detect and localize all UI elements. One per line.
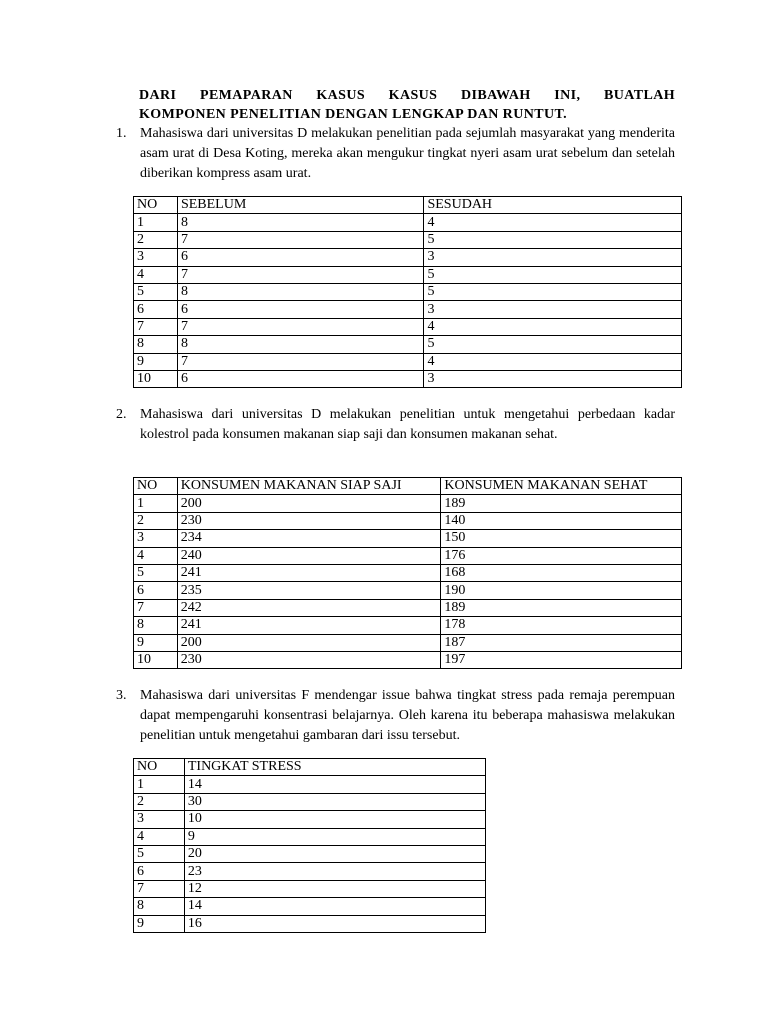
heading-line-1: DARI PEMAPARAN KASUS KASUS DIBAWAH INI, BUATLAH	[139, 88, 675, 103]
table-cell: 6	[177, 249, 424, 266]
table-row	[134, 599, 682, 616]
table-cell: 9	[184, 828, 485, 845]
table-row	[134, 214, 682, 231]
table-cell: 187	[441, 634, 682, 651]
table-cell: 10	[134, 370, 178, 387]
table-cell: 197	[441, 651, 682, 668]
table-row	[134, 249, 682, 266]
table-row	[134, 898, 486, 915]
table-cell: 240	[177, 547, 441, 564]
table-row	[134, 495, 682, 512]
table-row	[134, 336, 682, 353]
table-cell: 3	[424, 370, 682, 387]
table-cell: 4	[134, 266, 178, 283]
table-cell: 3	[134, 249, 178, 266]
table-cell: 5	[424, 266, 682, 283]
table-cell: 12	[184, 880, 485, 897]
table-row	[134, 512, 682, 529]
table-cell: 200	[177, 634, 441, 651]
table-row	[134, 547, 682, 564]
column-header: NO	[134, 197, 178, 214]
table-cell: 1	[134, 776, 185, 793]
table-cell: 178	[441, 617, 682, 634]
table-cell: 230	[177, 651, 441, 668]
table-cell: 241	[177, 617, 441, 634]
table-cell: 8	[177, 214, 424, 231]
table-cell: 16	[184, 915, 485, 932]
table-cell: 9	[134, 915, 185, 932]
table-cell: 8	[134, 617, 178, 634]
table-row	[134, 370, 682, 387]
table-row	[134, 634, 682, 651]
table-cell: 5	[424, 231, 682, 248]
table-cell: 7	[134, 318, 178, 335]
table-row	[134, 776, 486, 793]
table-cell: 200	[177, 495, 441, 512]
table-row	[134, 564, 682, 581]
table-cell: 4	[134, 828, 185, 845]
data-table-2	[133, 477, 682, 669]
table-cell: 4	[424, 353, 682, 370]
table-cell: 189	[441, 495, 682, 512]
table-row	[134, 266, 682, 283]
table-row	[134, 915, 486, 932]
case-number: 1.	[116, 126, 127, 141]
document-heading	[139, 86, 675, 124]
table-cell: 4	[424, 318, 682, 335]
table-cell: 3	[134, 811, 185, 828]
table-cell: 6	[177, 301, 424, 318]
table-cell: 241	[177, 564, 441, 581]
table-row	[134, 863, 486, 880]
table-cell: 190	[441, 582, 682, 599]
table-cell: 30	[184, 793, 485, 810]
table-row	[134, 845, 486, 862]
table-cell: 168	[441, 564, 682, 581]
column-header: NO	[134, 478, 178, 495]
heading-line-2: KOMPONEN PENELITIAN DENGAN LENGKAP DAN RUNTUT.	[139, 107, 568, 122]
table-cell: 8	[177, 336, 424, 353]
table-row	[134, 231, 682, 248]
table-cell: 14	[184, 898, 485, 915]
table-cell: 6	[134, 301, 178, 318]
table-cell: 7	[177, 266, 424, 283]
table-cell: 20	[184, 845, 485, 862]
table-cell: 189	[441, 599, 682, 616]
table-cell: 8	[134, 898, 185, 915]
table-header-row	[134, 478, 682, 495]
table-cell: 2	[134, 793, 185, 810]
table-cell: 5	[424, 336, 682, 353]
table-cell: 8	[177, 283, 424, 300]
table-cell: 234	[177, 530, 441, 547]
table-row	[134, 651, 682, 668]
table-cell: 4	[134, 547, 178, 564]
table-cell: 9	[134, 634, 178, 651]
table-row	[134, 353, 682, 370]
table-cell: 7	[177, 231, 424, 248]
table-cell: 3	[424, 249, 682, 266]
table-cell: 6	[134, 582, 178, 599]
table-row	[134, 880, 486, 897]
case-item-3	[116, 686, 675, 746]
column-header: KONSUMEN MAKANAN SIAP SAJI	[177, 478, 441, 495]
table-cell: 5	[134, 283, 178, 300]
case-item-2	[116, 405, 675, 445]
table-cell: 4	[424, 214, 682, 231]
column-header: TINGKAT STRESS	[184, 759, 485, 776]
case-description: Mahasiswa dari universitas D melakukan penelitian pada sejumlah masyarakat yang menderita asam urat di Desa Koting, mereka akan mengukur tingkat nyeri asam urat sebelum dan setelah diberikan kompress asam urat.	[140, 126, 675, 181]
table-row	[134, 828, 486, 845]
table-cell: 6	[177, 370, 424, 387]
table-cell: 2	[134, 231, 178, 248]
table-cell: 8	[134, 336, 178, 353]
table-cell: 3	[134, 530, 178, 547]
case-description: Mahasiswa dari universitas F mendengar issue bahwa tingkat stress pada remaja perempuan dapat mempengaruhi konsentrasi belajarnya. Oleh karena itu beberapa mahasiswa melakukan penelitian untuk mengetahui gambaran dari issu tersebut.	[140, 688, 675, 743]
table-row	[134, 811, 486, 828]
table-cell: 3	[424, 301, 682, 318]
table-row	[134, 301, 682, 318]
table-header-row	[134, 197, 682, 214]
table-cell: 7	[177, 353, 424, 370]
table-cell: 23	[184, 863, 485, 880]
table-cell: 176	[441, 547, 682, 564]
table-cell: 5	[134, 845, 185, 862]
case-item-1	[116, 124, 675, 184]
table-cell: 10	[184, 811, 485, 828]
table-cell: 10	[134, 651, 178, 668]
table-row	[134, 793, 486, 810]
data-table-3	[133, 758, 486, 933]
table-cell: 1	[134, 214, 178, 231]
case-number: 2.	[116, 407, 127, 422]
table-cell: 235	[177, 582, 441, 599]
column-header: KONSUMEN MAKANAN SEHAT	[441, 478, 682, 495]
table-cell: 7	[134, 599, 178, 616]
table-cell: 1	[134, 495, 178, 512]
table-cell: 5	[134, 564, 178, 581]
case-number: 3.	[116, 688, 127, 703]
table-cell: 9	[134, 353, 178, 370]
column-header: NO	[134, 759, 185, 776]
table-cell: 6	[134, 863, 185, 880]
table-cell: 242	[177, 599, 441, 616]
table-cell: 2	[134, 512, 178, 529]
case-description: Mahasiswa dari universitas D melakukan penelitian untuk mengetahui perbedaan kadar kolestrol pada konsumen makanan siap saji dan konsumen makanan sehat.	[140, 407, 675, 442]
column-header: SEBELUM	[177, 197, 424, 214]
table-cell: 7	[177, 318, 424, 335]
table-header-row	[134, 759, 486, 776]
table-row	[134, 582, 682, 599]
table-row	[134, 530, 682, 547]
table-cell: 140	[441, 512, 682, 529]
table-row	[134, 318, 682, 335]
column-header: SESUDAH	[424, 197, 682, 214]
table-cell: 150	[441, 530, 682, 547]
table-row	[134, 617, 682, 634]
data-table-1	[133, 196, 682, 388]
table-cell: 14	[184, 776, 485, 793]
table-cell: 230	[177, 512, 441, 529]
table-cell: 5	[424, 283, 682, 300]
table-row	[134, 283, 682, 300]
table-cell: 7	[134, 880, 185, 897]
